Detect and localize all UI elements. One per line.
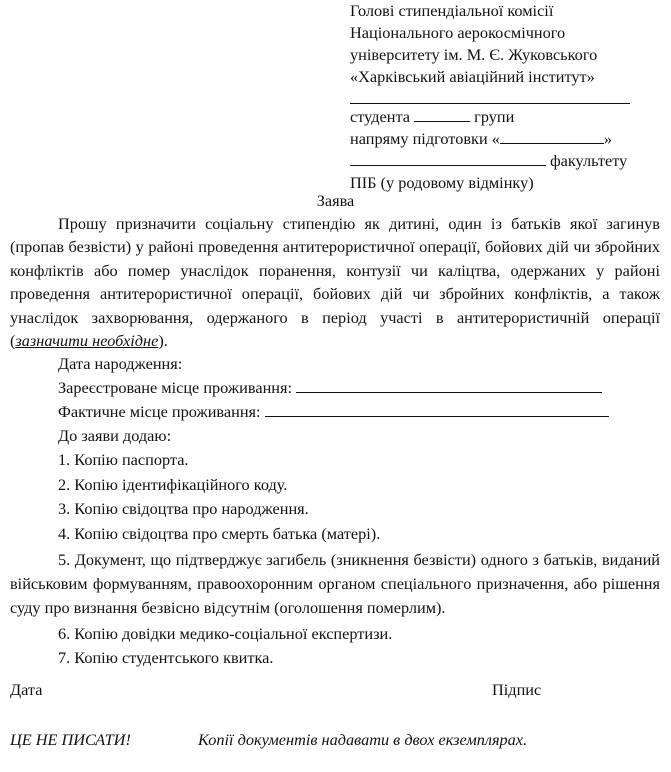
blank-line [350,89,630,104]
direction-label: напряму підготовки « [350,129,500,148]
direction-line [350,128,660,150]
actual-address-blank [265,400,609,417]
addressee-line-2: Національного аерокосмічного [350,23,566,42]
faculty-blank [350,151,546,166]
attachment-item: 1. Копію паспорта. [58,450,189,470]
attach-row [10,424,660,448]
footer-note [10,728,660,752]
registered-address-blank [296,376,602,393]
student-label: студента [350,107,411,126]
attach-label: До заяви додаю: [58,426,172,446]
attachment-item: 6. Копію довідки медико-соціальної експертизи. [58,623,393,643]
blank-line-top [350,88,660,106]
attachment-item: 2. Копію ідентифікаційного коду. [58,474,288,494]
group-blank [414,107,470,122]
name-hint: ПІБ (у родовому відмінку) [350,173,534,192]
attachment-item: 4. Копію свідоцтва про смерть батька (матері). [58,523,381,543]
group-label: групи [474,107,515,126]
birth-date-label: Дата народження: [58,354,183,374]
attachment-item: 7. Копію студентського квитка. [58,648,274,668]
actual-address-label: Фактичне місце проживання: [58,402,261,422]
request-paragraph [10,212,660,352]
birth-date-row [10,352,660,376]
request-hint: зазначити необхідне [15,331,159,351]
copies-note: Копії документів надавати в двох екземплярах. [198,730,528,749]
actual-address-row [10,400,660,424]
attachment-item: 5. Документ, що підтверджує загибель (зникнення безвісти) одного з батьків, виданий військовим формуванням, правоохоронним органом спеціального призначення, або рішення суду про визнання безвісно відсутнім (оголошення померлим). [10,550,660,618]
faculty-label: факультету [550,151,628,170]
signature-label: Підпис [492,680,542,699]
date-label: Дата [10,680,43,699]
addressee-line-3: університету ім. М. Є. Жуковського [350,45,598,64]
addressee-line-4: «Харківський авіаційний інститут» [350,67,595,86]
direction-blank [500,129,604,144]
request-end: ). [158,331,168,351]
addressee-line-1: Голові стипендіальної комісії [350,1,554,20]
student-group-line [350,106,660,128]
addressee-block [350,0,660,194]
application-body [10,212,660,671]
registered-address-label: Зареєстроване місце проживання: [58,378,293,398]
direction-close: » [603,129,613,148]
document-title: Заява [316,191,355,210]
do-not-write-warning: ЦЕ НЕ ПИСАТИ! [10,730,131,749]
registered-address-row [10,376,660,400]
faculty-line [350,150,660,172]
request-text: Прошу призначити соціальну стипендію як дитині, один із батьків якої загинув (пропав безвісти) у районі проведення антитерористичної операції, бойових дій чи збройних конфліктів або помер унаслідок поранення, контузії чи каліцтва, одержаних у районі проведення антитерористичної операції, бойових дій чи збройних конфліктів, а також унаслідок захворювання, одержаного в період участі в антитерористичній операції ( [10,214,660,351]
signature-row [10,678,660,702]
attachment-item: 3. Копію свідоцтва про народження. [58,499,309,519]
